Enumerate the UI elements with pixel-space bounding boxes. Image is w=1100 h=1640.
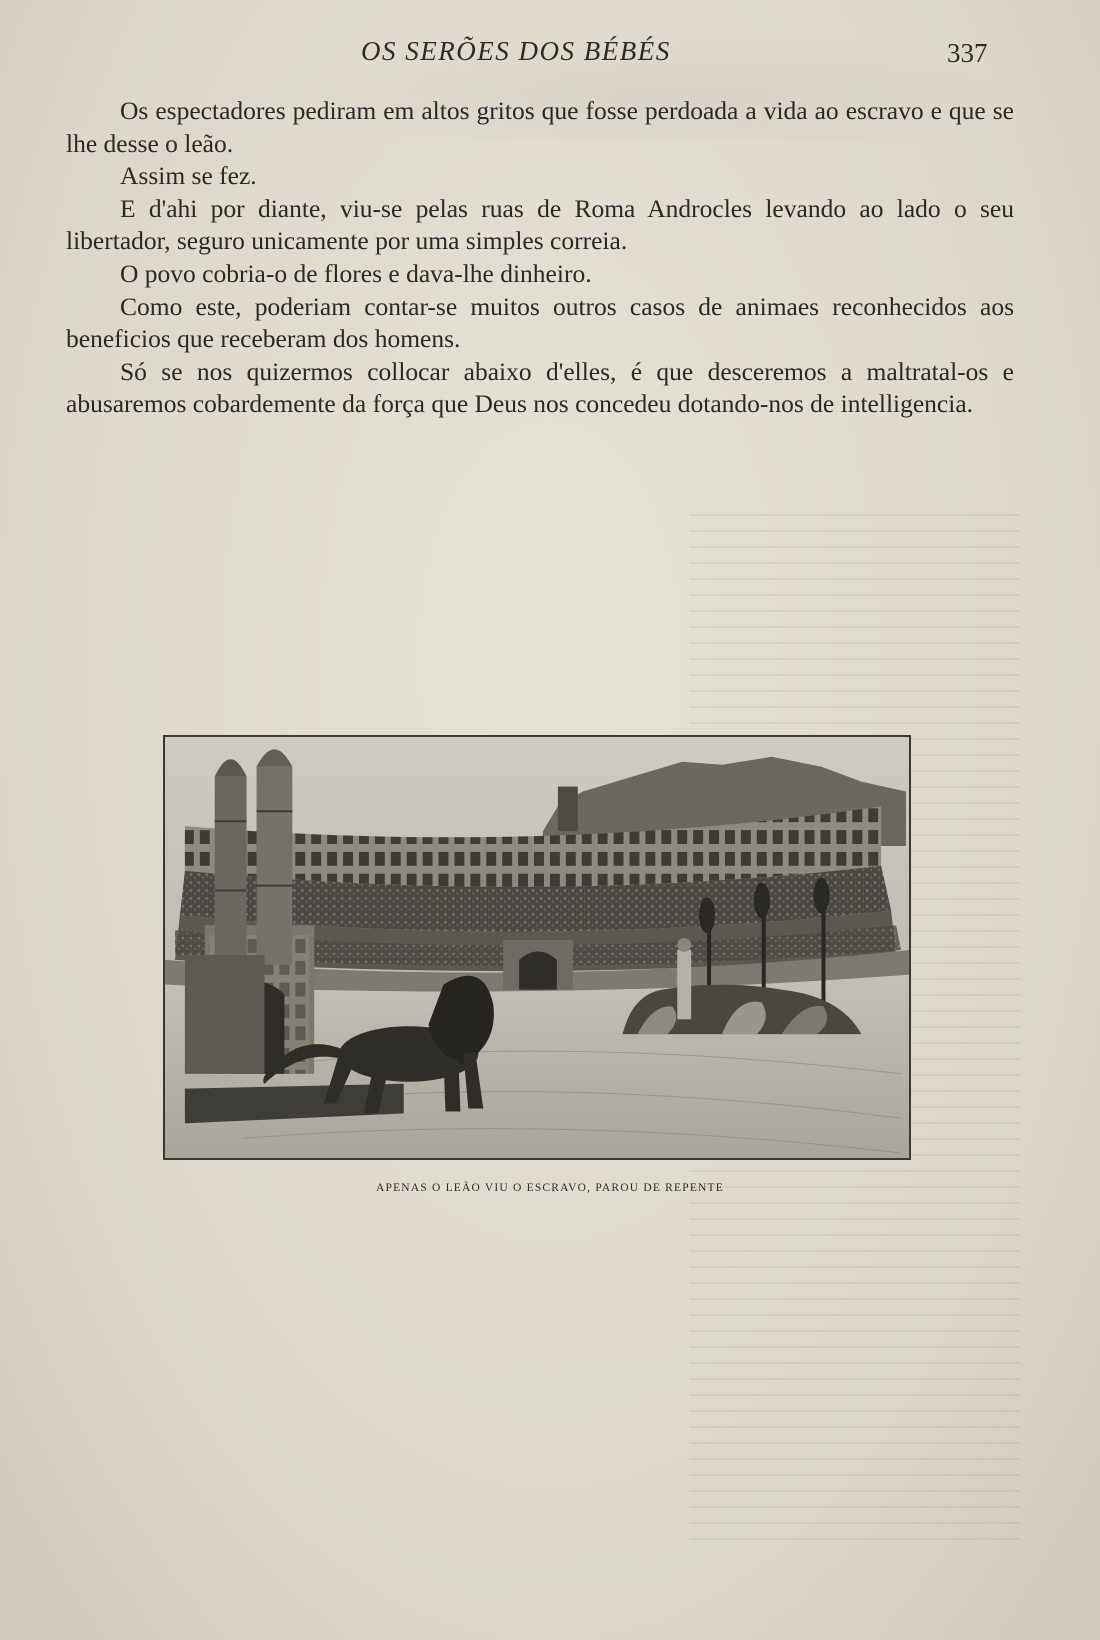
- running-header: [0, 36, 1100, 76]
- figure-caption: APENAS O LEÃO VIU O ESCRAVO, PAROU DE REPENTE: [375, 1182, 725, 1194]
- paragraph: Só se nos quizermos collocar abaixo d'elles, é que desceremos a maltratal-os e abusaremos cobardemente da força que Deus nos concedeu dotando-nos de intelligencia.: [66, 356, 1014, 419]
- body-text: [66, 95, 1014, 421]
- paragraph: Os espectadores pediram em altos gritos que fosse perdoada a vida ao escravo e que se lhe desse o leão.: [66, 96, 1014, 158]
- paragraph: E d'ahi por diante, viu-se pelas ruas de Roma Androcles levando ao lado o seu libertador, seguro unicamente por uma simples correia.: [66, 193, 1014, 256]
- engraving-image: [165, 737, 909, 1158]
- illustration-colosseum-lion: [163, 735, 911, 1160]
- paragraph: Como este, poderiam contar-se muitos outros casos de animaes reconhecidos aos beneficios que receberam dos homens.: [66, 291, 1014, 354]
- running-title: OS SERÕES DOS BÉBÉS: [361, 36, 671, 66]
- paragraph: O povo cobria-o de flores e dava-lhe dinheiro.: [120, 258, 592, 288]
- page-number: 337: [947, 38, 988, 68]
- paragraph: Assim se fez.: [120, 161, 257, 191]
